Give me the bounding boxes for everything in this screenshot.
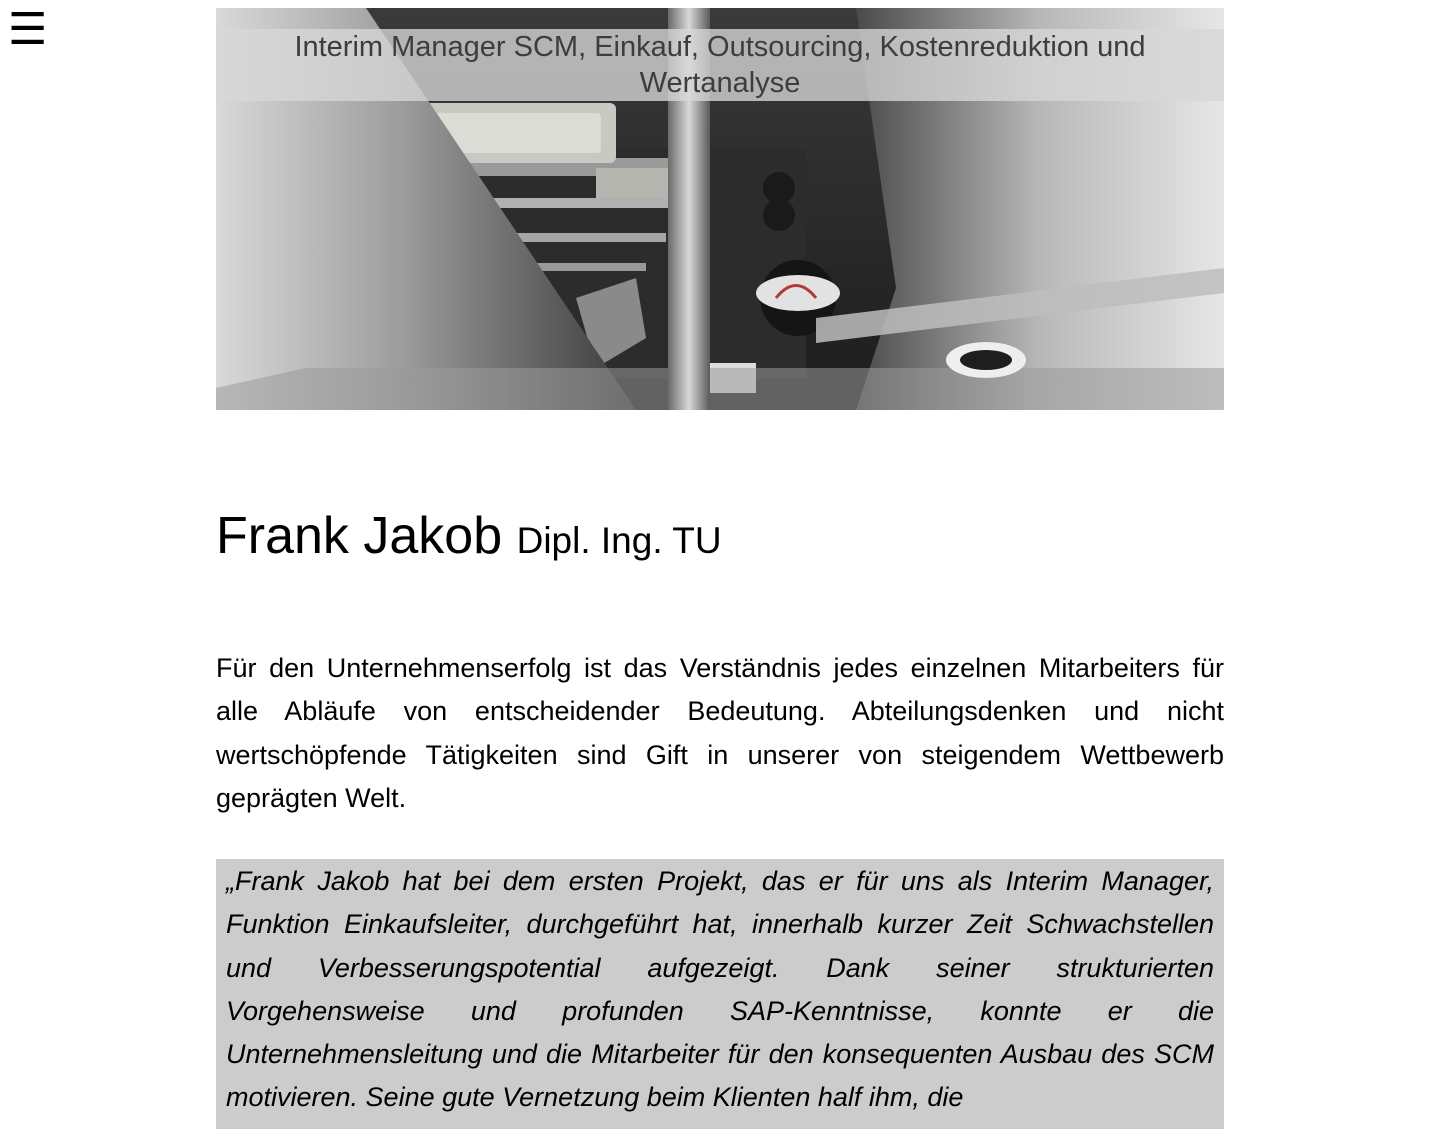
intro-paragraph: Für den Unternehmenserfolg ist das Verständnis jedes einzelnen Mitarbeiters für alle Abläufe von entscheidender Bedeutung. Abteilungsdenken und nicht wertschöpfende Tätigkeiten sind Gift in unserer von steigendem Wettbewerb geprägten Welt.: [216, 653, 1224, 814]
profile-name: Frank Jakob: [216, 507, 503, 565]
hero-title-band: [216, 29, 1224, 101]
testimonial-text: „Frank Jakob hat bei dem ersten Projekt, das er für uns als Interim Manager, Funktion Einkaufsleiter, durchgeführt hat, innerhalb kurzer Zeit Schwachstellen und Verbesserungspotential aufgezeigt. Dank seiner strukturierten Vorgehensweise und profunden SAP-Kenntnisse, konnte er die Unternehmensleitung und die Mitarbeiter für den konsequenten Ausbau des SCM motivieren. Seine gute Vernetzung beim Klienten half ihm, die: [226, 866, 1214, 1113]
hero-banner: [216, 8, 1224, 410]
hamburger-icon: ☰: [8, 4, 48, 55]
hero-title: Interim Manager SCM, Einkauf, Outsourcing, Kostenreduktion und Wertanalyse: [294, 31, 1146, 99]
testimonial-quote: [216, 859, 1224, 1129]
profile-degree: Dipl. Ing. TU: [516, 520, 722, 561]
profile-heading: [216, 506, 722, 571]
menu-toggle-button[interactable]: [8, 6, 47, 54]
